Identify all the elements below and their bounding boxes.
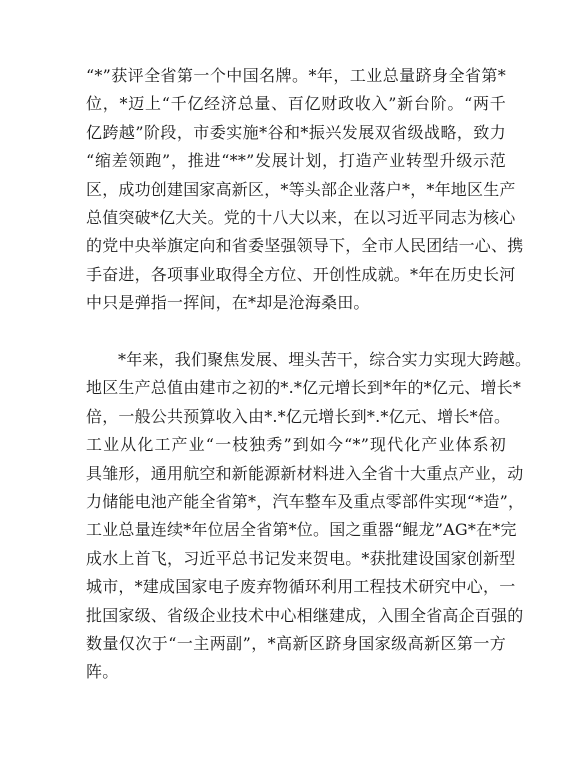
- paragraph-line: 具雏形，通用航空和新能源新材料进入全省十大重点产业，动: [86, 463, 524, 483]
- paragraph-line: 力储能电池产能全省第*，汽车整车及重点零部件实现“*造”，: [86, 491, 525, 511]
- paragraph-2: [86, 346, 532, 687]
- paragraph-line: 成水上首飞，习近平总书记发来贺电。*获批建设国家创新型: [86, 548, 516, 568]
- paragraph-line: 数量仅次于“一主两副”，*高新区跻身国家级高新区第一方: [86, 633, 506, 653]
- paragraph-line: 城市，*建成国家电子废弃物循环利用工程技术研究中心，一: [86, 577, 516, 597]
- paragraph-line: 地区生产总值由建市之初的*.*亿元增长到*年的*亿元、增长*: [86, 378, 522, 398]
- paragraph-line: 倍，一般公共预算收入由*.*亿元增长到*.*亿元、增长*倍。: [86, 406, 511, 426]
- paragraph-line: 批国家级、省级企业技术中心相继建成，入围全省高企百强的: [86, 605, 524, 625]
- paragraph-line: 的党中央举旗定向和省委坚强领导下，全市人民团结一心、携: [86, 236, 524, 256]
- paragraph-line: “缩差领跑”，推进“**”发展计划，打造产业转型升级示范: [86, 151, 506, 171]
- paragraph-line: 中只是弹指一挥间，在*却是沧海桑田。: [86, 293, 370, 313]
- paragraph-1: [86, 62, 524, 318]
- paragraph-line: “*”获评全省第一个中国名牌。*年，工业总量跻身全省第*: [86, 66, 506, 85]
- paragraph-line: 阵。: [86, 662, 119, 682]
- paragraph-line: 位，*迈上“千亿经济总量、百亿财政收入”新台阶。“两千: [86, 94, 506, 114]
- paragraph-line: 工业从化工产业“一枝独秀”到如今“*”现代化产业体系初: [86, 435, 506, 455]
- paragraph-line: 工业总量连续*年位居全省第*位。国之重器“鲲龙”AG*在*完: [86, 520, 517, 540]
- paragraph-line: 总值突破*亿大关。党的十八大以来，在以习近平同志为核心: [86, 207, 516, 227]
- paragraph-line: 手奋进，各项事业取得全方位、开创性成就。*年在历史长河: [86, 264, 516, 284]
- paragraph-line: 亿跨越”阶段，市委实施*谷和*振兴发展双省级战略，致力: [86, 122, 506, 142]
- paragraph-line: 区，成功创建国家高新区，*等头部企业落户*，*年地区生产: [86, 179, 516, 199]
- paragraph-first-line: *年来，我们聚焦发展、埋头苦干，综合实力实现大跨越。: [118, 350, 532, 369]
